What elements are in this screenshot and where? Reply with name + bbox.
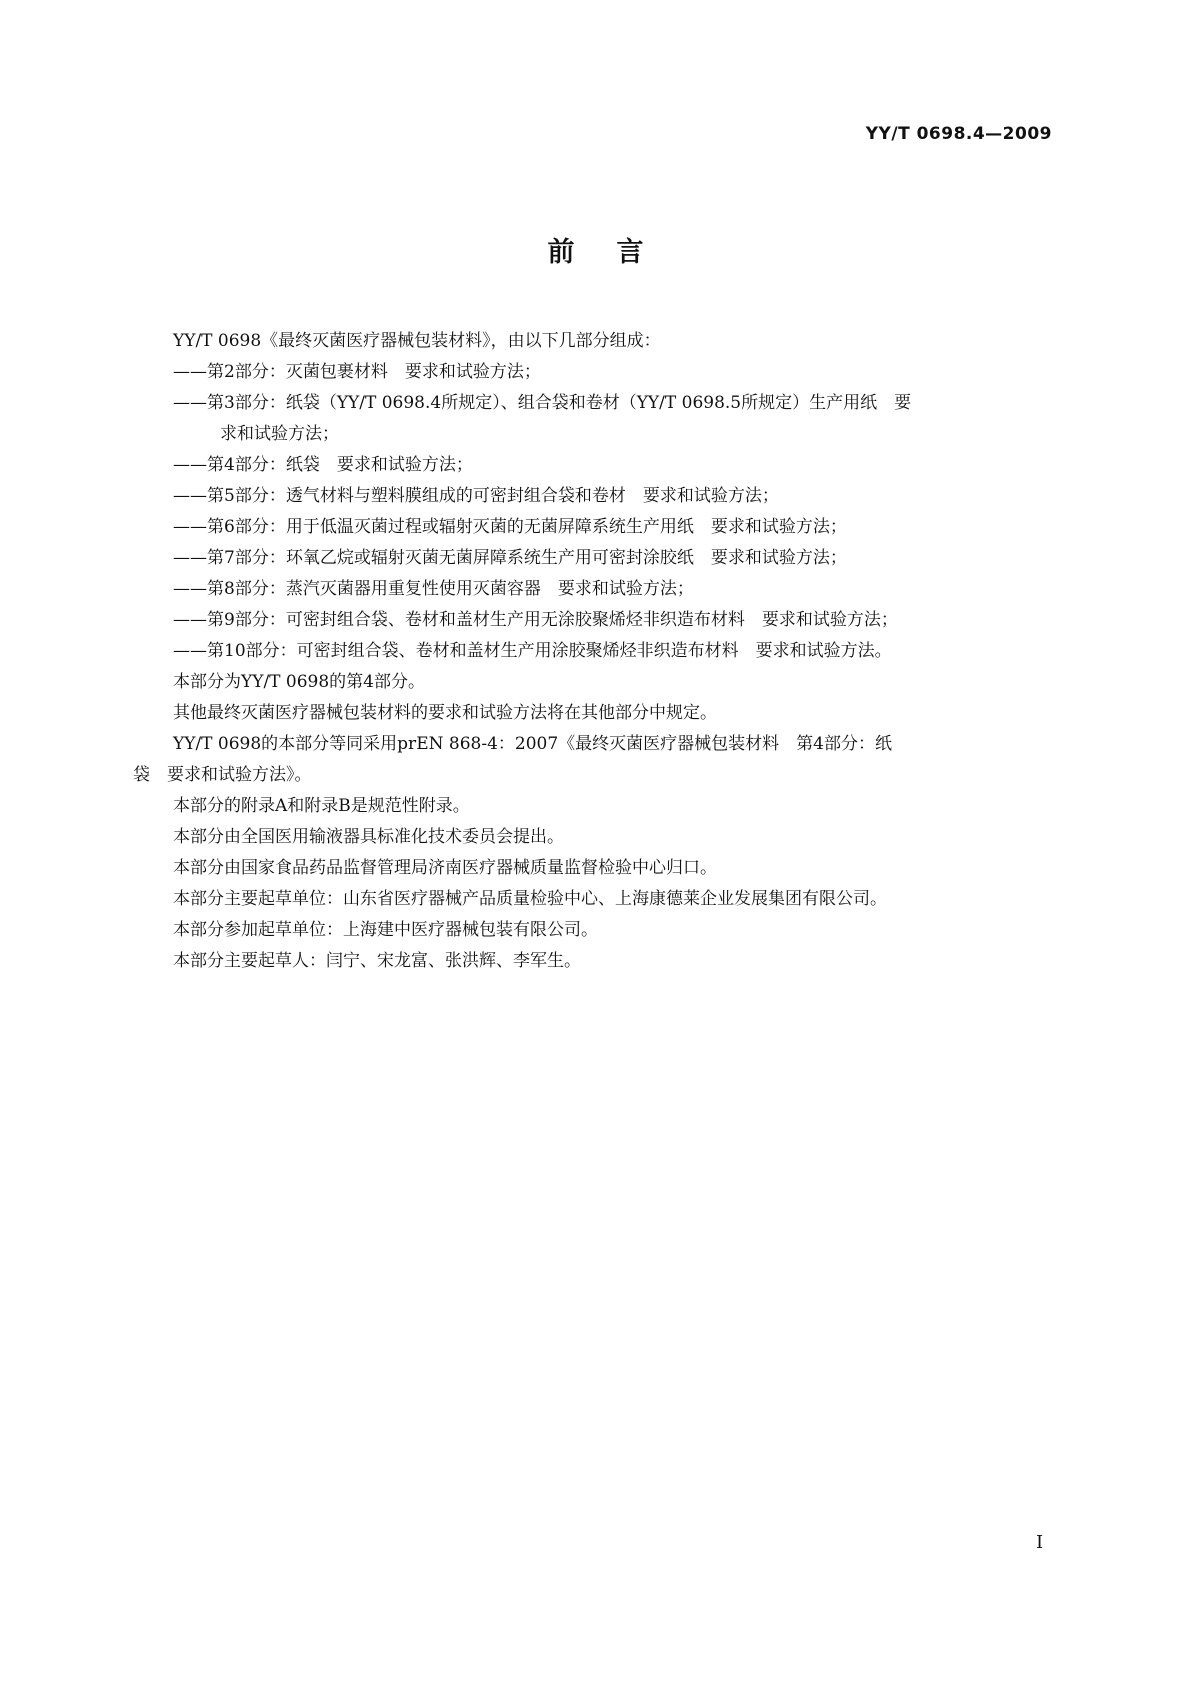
- standard-number: YY/T 0698.4—2009: [865, 124, 1052, 144]
- paragraph-drafters: 本部分主要起草人：闫宁、宋龙富、张洪辉、李军生。: [173, 951, 581, 971]
- part-item-5: ——第5部分：透气材料与塑料膜组成的可密封组合袋和卷材 要求和试验方法；: [173, 486, 779, 506]
- paragraph-other-parts: 其他最终灭菌医疗器械包装材料的要求和试验方法将在其他部分中规定。: [173, 703, 717, 723]
- paragraph-centralized-by: 本部分由国家食品药品监督管理局济南医疗器械质量监督检验中心归口。: [173, 858, 717, 878]
- part-item-6: ——第6部分：用于低温灭菌过程或辐射灭菌的无菌屏障系统生产用纸 要求和试验方法；: [173, 517, 847, 537]
- part-item-10: ——第10部分：可密封组合袋、卷材和盖材生产用涂胶聚烯烃非织造布材料 要求和试验方法。: [173, 641, 892, 661]
- part-item-2: ——第2部分：灭菌包裹材料 要求和试验方法；: [173, 362, 541, 382]
- foreword-body: [133, 326, 1053, 977]
- intro-paragraph: YY/T 0698《最终灭菌医疗器械包装材料》，由以下几部分组成：: [173, 331, 661, 351]
- page-number: I: [1036, 1532, 1044, 1553]
- paragraph-annexes: 本部分的附录A和附录B是规范性附录。: [173, 796, 470, 816]
- paragraph-participating-units: 本部分参加起草单位：上海建中医疗器械包装有限公司。: [173, 920, 598, 940]
- paragraph-equivalence-continued: 袋 要求和试验方法》。: [133, 765, 312, 785]
- paragraph-equivalence: YY/T 0698的本部分等同采用prEN 868-4：2007《最终灭菌医疗器械包装材料 第4部分：纸: [173, 734, 892, 754]
- paragraph-part-number: 本部分为YY/T 0698的第4部分。: [173, 672, 425, 692]
- part-item-8: ——第8部分：蒸汽灭菌器用重复性使用灭菌容器 要求和试验方法；: [173, 579, 694, 599]
- paragraph-main-drafting-units: 本部分主要起草单位：山东省医疗器械产品质量检验中心、上海康德莱企业发展集团有限公司。: [173, 889, 887, 909]
- part-item-3: ——第3部分：纸袋（YY/T 0698.4所规定）、组合袋和卷材（YY/T 0698.5所规定）生产用纸 要: [173, 393, 912, 413]
- part-item-3-continued: 求和试验方法；: [220, 424, 339, 444]
- paragraph-proposed-by: 本部分由全国医用输液器具标准化技术委员会提出。: [173, 827, 564, 847]
- part-item-7: ——第7部分：环氧乙烷或辐射灭菌无菌屏障系统生产用可密封涂胶纸 要求和试验方法；: [173, 548, 847, 568]
- page-title: 前言: [547, 237, 686, 268]
- part-item-4: ——第4部分：纸袋 要求和试验方法；: [173, 455, 473, 475]
- part-item-9: ——第9部分：可密封组合袋、卷材和盖材生产用无涂胶聚烯烃非织造布材料 要求和试验方法；: [173, 610, 898, 630]
